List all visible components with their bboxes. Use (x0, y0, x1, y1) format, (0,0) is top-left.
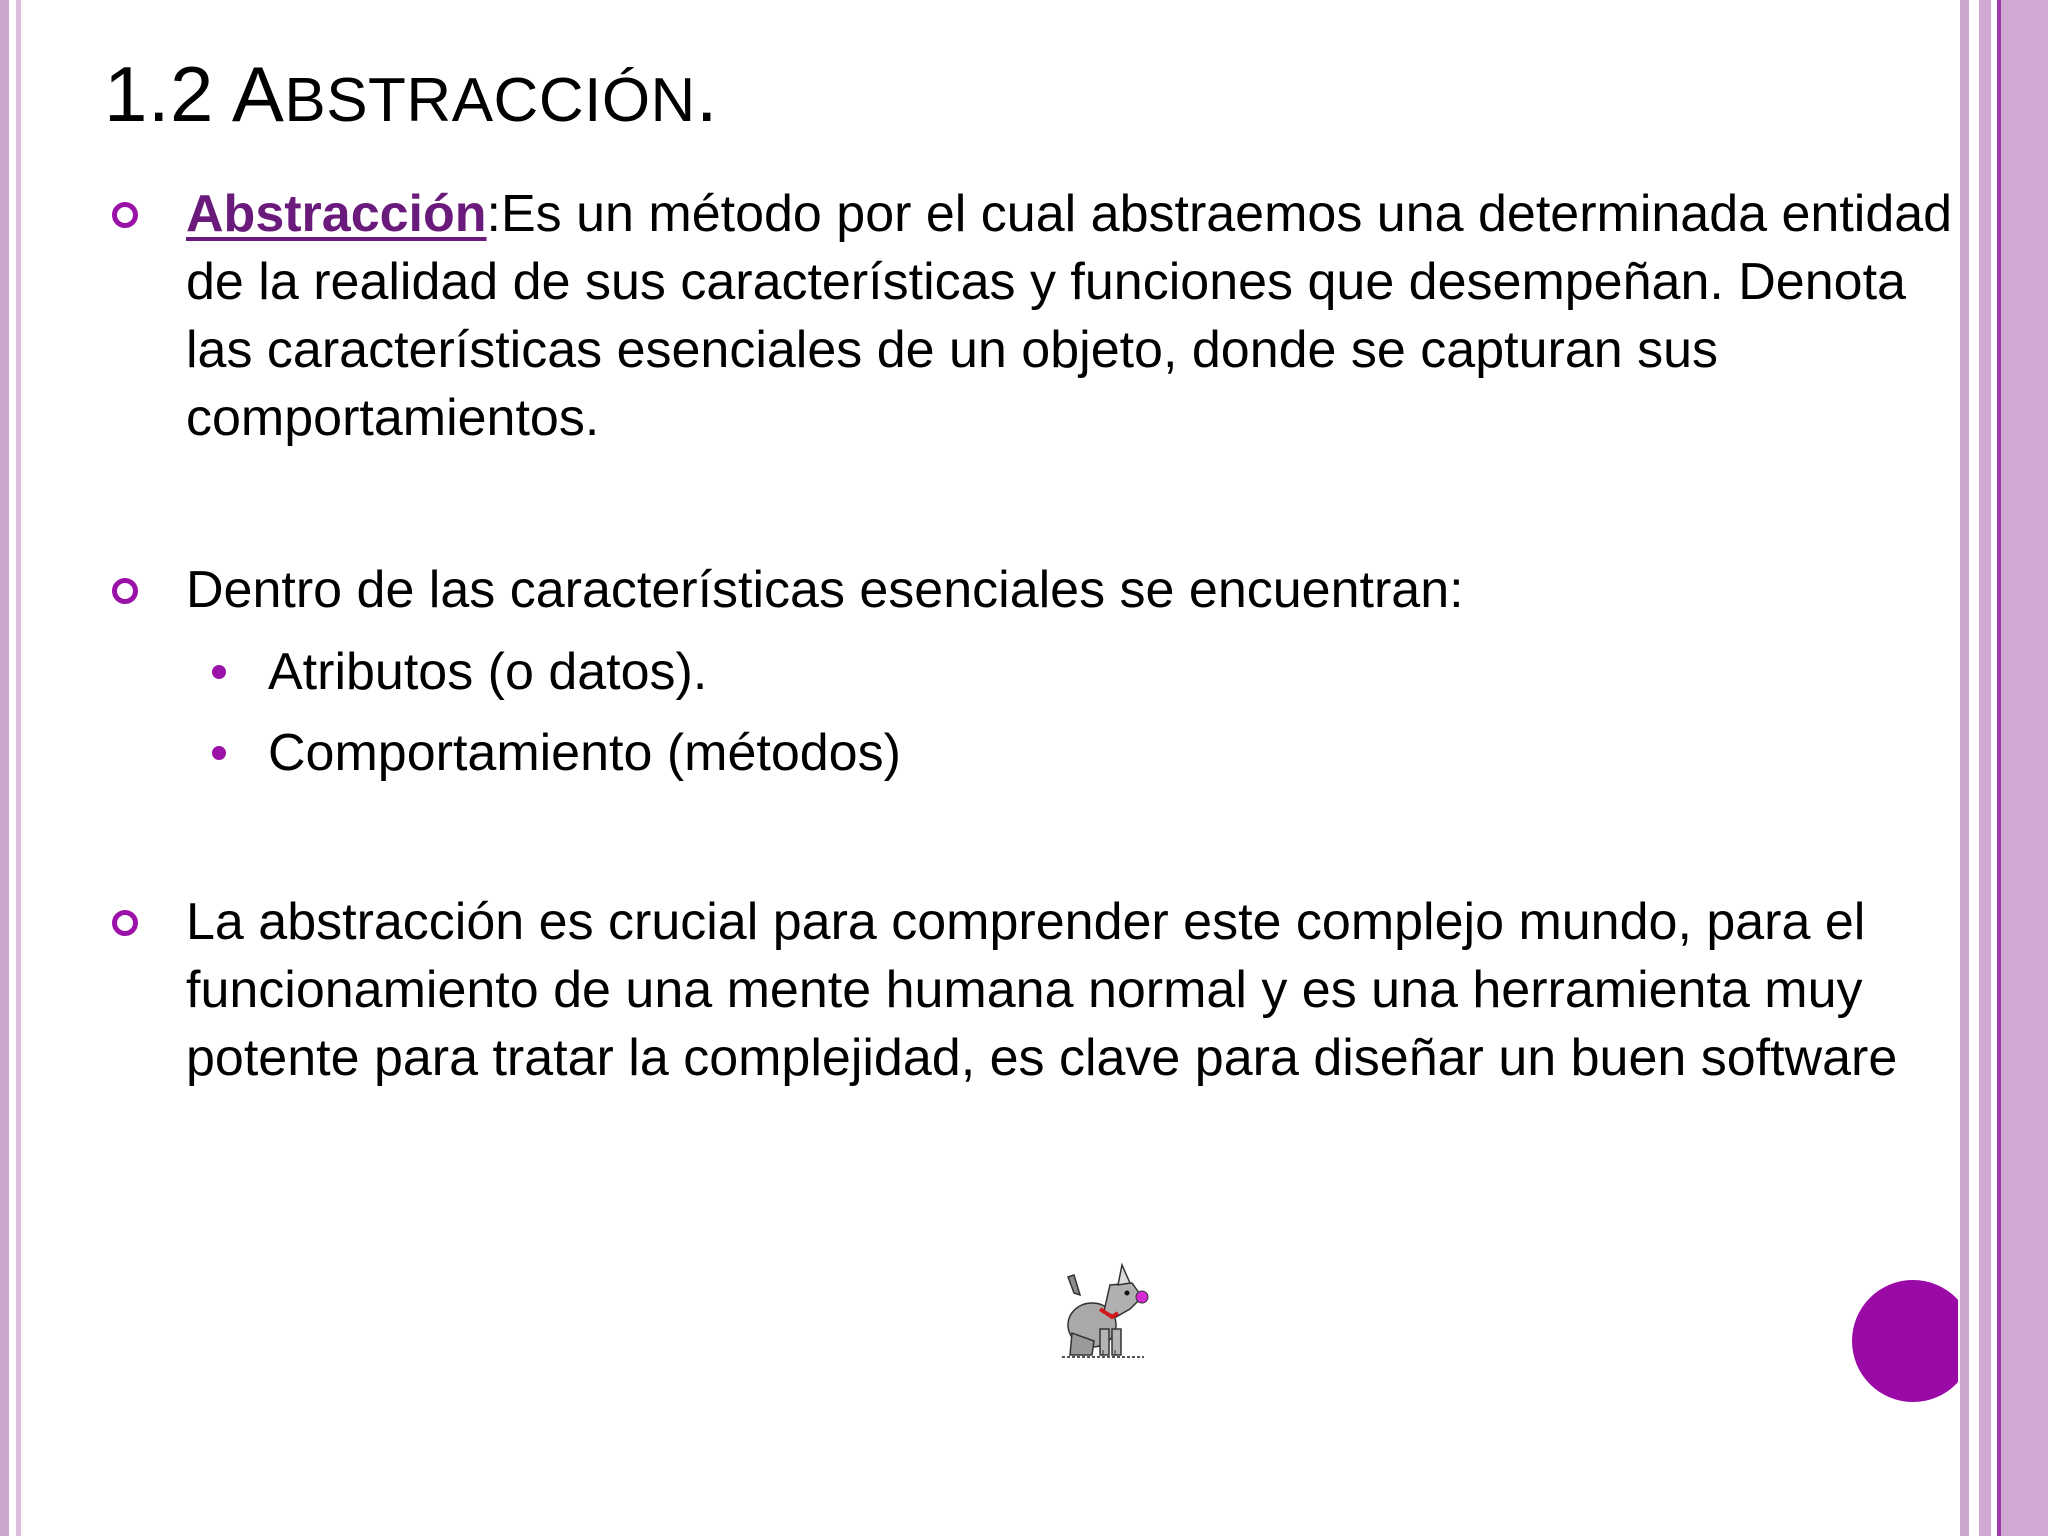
definition-text: :Es un método por el cual abstraemos una determinada entidad de la realidad de sus características y funciones que desempeñan. Denota las características esenciales de un objeto, donde se capturan sus comportamientos. (186, 185, 1953, 447)
title-rest: BSTRACCIÓN (284, 66, 696, 135)
hollow-circle-icon (112, 910, 138, 936)
sub-item-text: Atributos (o datos). (268, 643, 708, 701)
cartoon-dog-icon (1052, 1255, 1162, 1365)
right-decorative-stripe (2001, 0, 2048, 1536)
right-decorative-stripe (1960, 0, 1969, 1536)
left-decorative-stripe-inner (16, 0, 21, 1536)
left-decorative-stripe (0, 0, 9, 1536)
purple-circle-icon (1852, 1280, 1974, 1402)
title-first-letter: A (231, 50, 285, 138)
right-decorative-stripe (1979, 0, 1991, 1536)
filled-dot-icon (212, 746, 226, 760)
bullet-text (186, 180, 1956, 452)
abstraccion-link[interactable]: Abstracción (186, 185, 487, 243)
hollow-circle-icon (112, 578, 138, 604)
bullet-text: La abstracción es crucial para comprender este complejo mundo, para el funcionamiento de una mente humana normal y es una herramienta muy potente para tratar la complejidad, es clave para diseñar un buen software (186, 893, 1898, 1087)
hollow-circle-icon (112, 202, 138, 228)
title-period: . (695, 50, 718, 138)
filled-dot-icon (212, 665, 226, 679)
slide (24, 0, 1958, 1536)
bullet-text: Dentro de las características esenciales se encuentran: (186, 561, 1464, 619)
sub-item-text: Comportamiento (métodos) (268, 724, 901, 782)
slide-title (104, 52, 718, 138)
title-number: 1.2 (104, 50, 232, 138)
